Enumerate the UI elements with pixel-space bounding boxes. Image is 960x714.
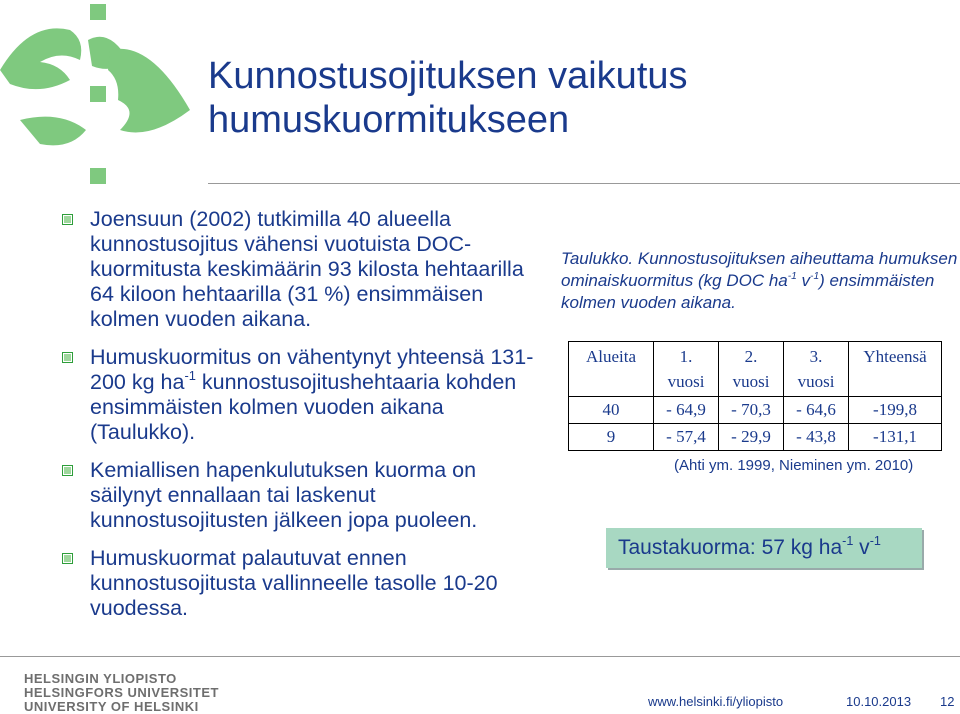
- bullet-text: Kemiallisen hapenkulutuksen kuorma on säilynyt ennallaan tai laskenut kunnostusojitusten jälkeen jopa puoleen.: [90, 458, 478, 532]
- university-name-en: UNIVERSITY OF HELSINKI: [24, 699, 199, 714]
- table-header-cell: Alueita: [569, 342, 654, 397]
- table-cell: -131,1: [849, 424, 942, 451]
- bullet-text: Joensuun (2002) tutkimilla 40 alueella kunnostusojitus vähensi vuotuista DOC-kuormitusta keskimäärin 93 kilosta hehtaarilla 64 kiloon hehtaarilla (31 %) ensimmäisen kolmen vuoden aikana.: [90, 207, 524, 331]
- page-number: 12: [940, 694, 955, 709]
- background-load-text: Taustakuorma: 57 kg ha: [618, 536, 843, 559]
- table-cell: 40: [569, 397, 654, 424]
- title-divider: [208, 183, 960, 184]
- table-header-row: [569, 342, 942, 397]
- table-header-cell: 3. vuosi: [784, 342, 849, 397]
- caption-text: Taulukko. Kunnostusojituksen aiheuttama humuksen ominaiskuormitus (kg DOC ha: [561, 249, 958, 290]
- table-row: [569, 397, 942, 424]
- table-cell: - 43,8: [784, 424, 849, 451]
- caption-text: v: [796, 271, 811, 290]
- footer-divider: [0, 656, 960, 657]
- table-cell: - 70,3: [719, 397, 784, 424]
- bullet-item: [62, 345, 552, 445]
- table-header-cell: 1. vuosi: [654, 342, 719, 397]
- bullet-square-icon: [62, 352, 73, 363]
- table-cell: - 64,9: [654, 397, 719, 424]
- table-caption: [561, 248, 960, 314]
- university-logo-icon: [0, 0, 200, 190]
- table-cell: -199,8: [849, 397, 942, 424]
- footer-url[interactable]: www.helsinki.fi/yliopisto: [648, 694, 784, 709]
- background-load-box: [606, 528, 922, 568]
- bullet-square-icon: [62, 553, 73, 564]
- bullet-text-continued: kunnostusojitushehtaaria kohden ensimmäisten kolmen vuoden aikana (Taulukko).: [90, 370, 517, 444]
- bullet-item: [62, 546, 552, 621]
- bullet-item: [62, 207, 552, 332]
- bullet-square-icon: [62, 465, 73, 476]
- bullet-superscript: -1: [184, 367, 196, 383]
- background-load-superscript: -1: [842, 534, 854, 549]
- table-cell: 9: [569, 424, 654, 451]
- footer-date: 10.10.2013: [846, 694, 912, 709]
- bullet-text: Humuskuormat palautuvat ennen kunnostusojitusta vallinneelle tasolle 10-20 vuodessa.: [90, 546, 498, 620]
- slide-title: [208, 54, 928, 142]
- doc-load-table: [568, 341, 942, 451]
- caption-text: ) ensimmäisten kolmen vuoden aikana.: [561, 271, 935, 312]
- bullet-list: [62, 207, 552, 634]
- bullet-text: Humuskuormitus on vähentynyt yhteensä 131-200 kg ha: [90, 345, 534, 394]
- table-header-cell: 2. vuosi: [719, 342, 784, 397]
- background-load-superscript: -1: [869, 534, 881, 549]
- university-wordmark: [24, 672, 219, 714]
- background-load-text: v: [853, 536, 870, 559]
- bullet-square-icon: [62, 214, 73, 225]
- slide-title-line1: Kunnostusojituksen vaikutus: [208, 55, 688, 97]
- table-header-cell: Yhteensä: [849, 342, 942, 397]
- table-cell: - 57,4: [654, 424, 719, 451]
- slide-title-line2: humuskuormitukseen: [208, 99, 570, 141]
- caption-superscript: -1: [787, 270, 797, 282]
- university-name-sv: HELSINGFORS UNIVERSITET: [24, 685, 219, 700]
- table-source: (Ahti ym. 1999, Nieminen ym. 2010): [674, 457, 914, 474]
- bullet-item: [62, 458, 552, 533]
- table-row: [569, 424, 942, 451]
- university-name-fi: HELSINGIN YLIOPISTO: [24, 671, 177, 686]
- table-cell: - 64,6: [784, 397, 849, 424]
- table-cell: - 29,9: [719, 424, 784, 451]
- caption-superscript: -1: [810, 270, 820, 282]
